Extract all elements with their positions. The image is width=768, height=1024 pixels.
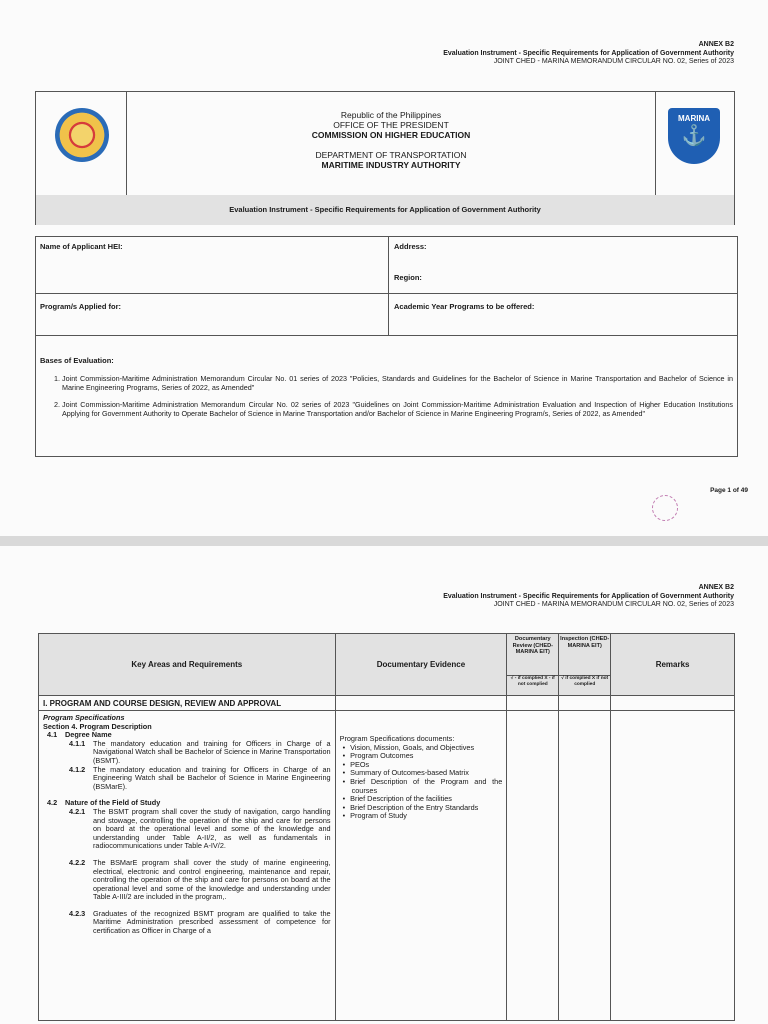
annex-circular: JOINT CHED - MARINA MEMORANDUM CIRCULAR NO. 02, Series of 2023	[493, 58, 734, 65]
item-4-2-2: The BSMarE program shall cover the study of marine engineering, electrical, electronic and control engineering, maintenance and repair, controlling the operation of the ship and care for persons on board at the operational level and some of the knowledge and understanding under Table A-III/2 are included in the program,.	[93, 857, 331, 902]
hei-name-label: Name of Applicant HEI:	[40, 242, 123, 251]
ched-logo-cell	[36, 92, 127, 195]
marina-text: MARITIME INDUSTRY AUTHORITY	[321, 160, 461, 170]
item-4-1-1: The mandatory education and training for Officers in Charge of a Navigational Watch shall be Bachelor of Science in Marine Transportation (BSMT).	[93, 738, 331, 765]
remarks-cell[interactable]	[611, 711, 735, 1021]
doc-review-checkbox-cell[interactable]	[507, 711, 559, 1021]
annex-circular: JOINT CHED - MARINA MEMORANDUM CIRCULAR NO. 02, Series of 2023	[493, 601, 734, 608]
ched-text: COMMISSION ON HIGHER EDUCATION	[311, 130, 471, 140]
office-text: OFFICE OF THE PRESIDENT	[333, 120, 449, 130]
item-4-1: Degree Name	[65, 730, 112, 740]
applicant-info-table	[35, 236, 738, 336]
col-inspection: Inspection (CHED-MARINA EIT)	[559, 634, 611, 676]
legend-doc-review: √ - if complied X - if not complied	[507, 676, 559, 696]
ched-seal-icon	[55, 108, 109, 162]
basis-item: 2. Joint Commission-Maritime Administration Memorandum Circular No. 02 series of 2023 "Guidelines on Joint Commission-Maritime Administration Evaluation and Inspection of Higher Education Institutions Applying for Government Authority to Operate Bachelor of Science in Marine Transportation and/or Bachelor of Science in Marine Engineering Program/s, Series of 2022, as Amended"	[62, 400, 733, 418]
bases-of-evaluation	[35, 336, 738, 457]
item-4-1-2: The mandatory education and training for Officers in Charge of an Engineering Watch shall be Bachelor of Science in Marine Engineering (BSMarE).	[93, 764, 331, 791]
region-label: Region:	[394, 273, 422, 282]
inspection-checkbox-cell[interactable]	[559, 711, 611, 1021]
item-4-2-1: The BSMT program shall cover the study of navigation, cargo handling and stowage, controlling the operation of the ship and care for persons on board at the operational level and some of the knowledge and understanding under Table A-II/2, as well as fundamentals in radiocommunications under Table A-IV/2.	[93, 806, 331, 851]
evidence-item: • Brief Description of the facilities	[352, 795, 503, 804]
evidence-item: • Summary of Outcomes-based Matrix	[352, 769, 503, 778]
evidence-item: • Brief Description of the Program and the courses	[352, 778, 503, 795]
annex-subtitle: Evaluation Instrument - Specific Requirements for Application of Government Authority	[443, 49, 734, 57]
agency-names	[126, 110, 656, 170]
program-specifications-heading: Program Specifications	[43, 713, 125, 722]
evidence-item: • PEOs	[352, 761, 503, 770]
annex-label: ANNEX B2	[698, 41, 734, 48]
bases-title: Bases of Evaluation:	[40, 356, 114, 365]
legend-inspection: √ if complied X if not complied	[559, 676, 611, 696]
ched-stamp-icon	[652, 495, 678, 521]
annex-header	[443, 584, 734, 610]
section-heading: I. PROGRAM AND COURSE DESIGN, REVIEW AND APPROVAL	[39, 696, 336, 711]
evidence-cell	[335, 711, 507, 1021]
evidence-item: • Program Outcomes	[352, 752, 503, 761]
evidence-item: • Program of Study	[352, 812, 503, 821]
requirements-cell: Program Specifications Section 4. Program Description 4.1 Degree Name 4.1.1 The mandatory education and training for Officers in Charge of a Navigational Watch shall be Bachelor of Science in Marine Transportation (BSMT). 4.1.2 The mandatory education and training for Officers in Charge of an Engineering Watch shall be Bachelor of Science in Marine Engineering (BSMarE). 4.2 Nature of the Field of Study 4.2.1 The BSMT program shall cover the study of navigation, cargo handling and stowage, controlling the operation of the ship and care for persons on board at the operational level and some of the knowledge and understanding under Table A-II/2, as well as fundamentals in radiocommunications under Table A-IV/2. 4.2.2 The BSMarE program shall cover the study of marine engineering, electrical, electronic and control engineering, maintenance and repair, controlling the operation of the ship and care for persons on board at the operational level and some of the knowledge and understanding under Table A-III/2 are included in the program,. 4.2.3 Graduates of the recognized BSMT program are qualified to take the Maritime Administration prescribed assessment of competence for certification as Officer in Charge of a	[39, 711, 336, 1021]
page-number: Page 1 of 49	[710, 487, 748, 494]
address-label: Address:	[394, 242, 427, 251]
academic-year-label: Academic Year Programs to be offered:	[394, 302, 535, 311]
annex-header	[443, 41, 734, 67]
annex-label: ANNEX B2	[698, 584, 734, 591]
evidence-item: • Vision, Mission, Goals, and Objectives	[352, 744, 503, 753]
basis-item: 1. Joint Commission-Maritime Administration Memorandum Circular No. 01 series of 2023 "Policies, Standards and Guidelines for the Bachelor of Science in Marine Transportation and Bachelor of Science in Marine Engineering Programs, Series of 2022, as Amended"	[62, 374, 733, 392]
item-4-2: Nature of the Field of Study	[65, 798, 161, 808]
dotr-text: DEPARTMENT OF TRANSPORTATION	[315, 150, 467, 160]
evidence-item: • Brief Description of the Entry Standards	[352, 804, 503, 813]
col-remarks: Remarks	[611, 634, 735, 696]
requirements-table	[38, 633, 735, 1021]
marina-logo-cell	[655, 92, 734, 195]
item-4-2-3: Graduates of the recognized BSMT program are qualified to take the Maritime Administration prescribed assessment of competence for certification as Officer in Charge of a	[93, 908, 331, 936]
col-documentary-evidence: Documentary Evidence	[335, 634, 507, 696]
programs-label: Program/s Applied for:	[40, 302, 121, 311]
agency-header-box	[35, 91, 735, 225]
evidence-title: Program Specifications documents:	[339, 734, 455, 743]
section-4-heading: Section 4. Program Description	[43, 721, 152, 731]
col-documentary-review: Documentary Review (CHED-MARINA EIT)	[507, 634, 559, 676]
col-key-areas: Key Areas and Requirements	[39, 634, 336, 696]
evaluation-title: Evaluation Instrument - Specific Requirements for Application of Government Authority	[36, 195, 734, 225]
marina-shield-icon: MARINA ⚓	[668, 108, 720, 164]
republic-text: Republic of the Philippines	[340, 110, 442, 120]
annex-subtitle: Evaluation Instrument - Specific Requirements for Application of Government Authority	[443, 592, 734, 600]
